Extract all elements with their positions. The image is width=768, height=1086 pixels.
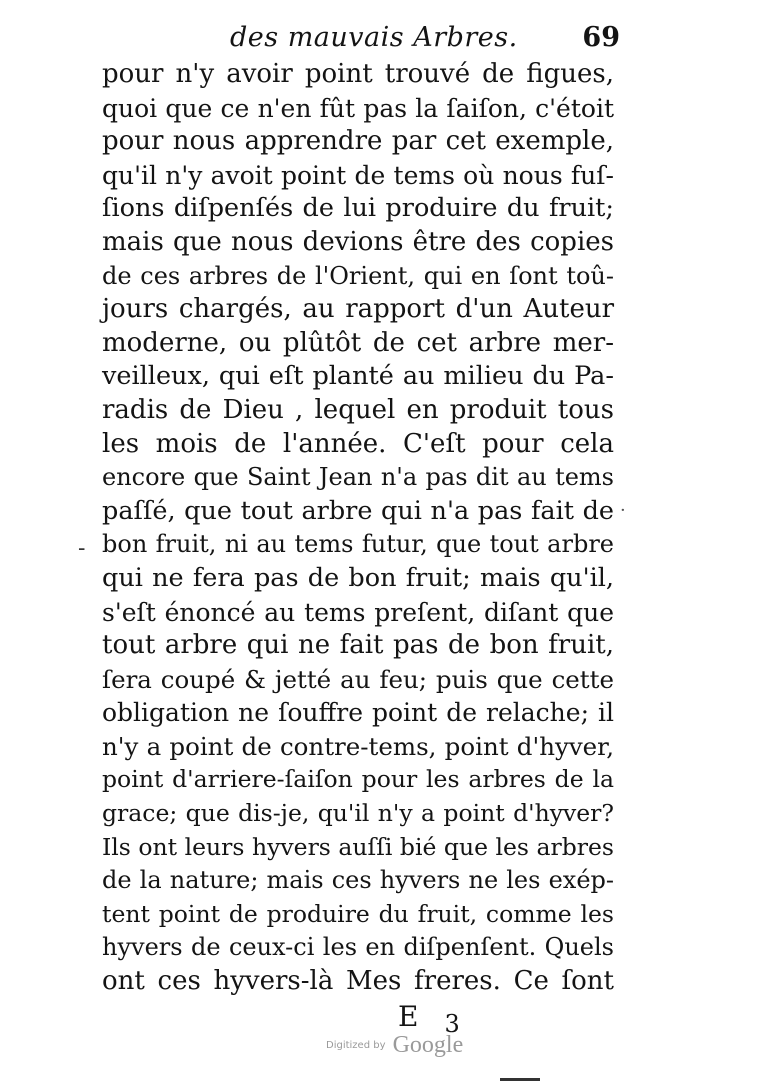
text-line: mais que nous devions être des copies xyxy=(102,226,614,257)
signature-letter: E xyxy=(398,1000,419,1033)
text-line: ſera coupé & jetté au feu; puis que cette xyxy=(102,664,614,694)
margin-dash-mark: - xyxy=(78,536,86,561)
text-line: pour n'y avoir point trouvé de figues, xyxy=(102,59,614,89)
signature-number: 3 xyxy=(444,1010,460,1038)
digitized-watermark xyxy=(326,1032,463,1059)
body-text xyxy=(102,58,614,999)
text-line: les mois de l'année. C'eſt pour cela xyxy=(102,428,614,459)
page-number: 69 xyxy=(582,22,620,53)
text-line: ont ces hyvers-là Mes freres. Ce ſont xyxy=(102,966,614,997)
text-line: tout arbre qui ne fait pas de bon fruit, xyxy=(102,630,614,661)
text-line: n'y a point de contre-tems, point d'hyver, xyxy=(102,731,614,761)
text-line: quoi que ce n'en fût pas la ſaiſon, c'étoit xyxy=(102,93,614,123)
text-line: moderne, ou plûtôt de cet arbre mer- xyxy=(102,327,614,358)
text-line: Ils ont leurs hyvers auſſi bié que les arbres xyxy=(102,832,614,861)
text-line: tent point de produire du fruit, comme les xyxy=(102,899,614,928)
page-header xyxy=(100,18,620,62)
text-line: de ces arbres de l'Orient, qui en ſont toû- xyxy=(102,261,614,290)
watermark-prefix: Digitized by xyxy=(326,1040,386,1051)
text-line: point d'arriere-ſaiſon pour les arbres de la xyxy=(102,765,614,794)
text-line: qu'il n'y avoit point de tems où nous fuſ- xyxy=(102,160,614,190)
text-line: radis de Dieu , lequel en produit tous xyxy=(102,394,614,425)
text-line: pour nous apprendre par cet exemple, xyxy=(102,126,614,157)
signature-mark xyxy=(398,1000,460,1038)
text-line: paſſé, que tout arbre qui n'a pas fait de xyxy=(102,495,614,526)
running-title: des mauvais Arbres. xyxy=(230,22,518,53)
google-logo: Google xyxy=(392,1032,464,1058)
text-line: grace; que dis-je, qu'il n'y a point d'hyver? xyxy=(102,799,614,828)
text-line: qui ne fera pas de bon fruit; mais qu'il, xyxy=(102,562,614,593)
text-line: bon fruit, ni au tems futur, que tout arbre xyxy=(102,530,614,559)
text-line: hyvers de ceux-ci les en diſpenſent. Quels xyxy=(102,933,614,962)
text-line: s'eſt énoncé au tems preſent, diſant que xyxy=(102,597,614,627)
bottom-edge-mark xyxy=(500,1078,540,1081)
text-line: obligation ne ſouffre point de relache; il xyxy=(102,698,614,728)
margin-dot-mark: · xyxy=(620,500,626,521)
text-line: ſions diſpenſés de lui produire du fruit; xyxy=(102,193,614,224)
text-line: veilleux, qui eſt planté au milieu du Pa- xyxy=(102,361,614,392)
text-line: de la nature; mais ces hyvers ne les exép- xyxy=(102,866,614,895)
text-line: jours chargés, au rapport d'un Auteur xyxy=(102,294,614,325)
text-line: encore que Saint Jean n'a pas dit au tems xyxy=(102,463,614,492)
